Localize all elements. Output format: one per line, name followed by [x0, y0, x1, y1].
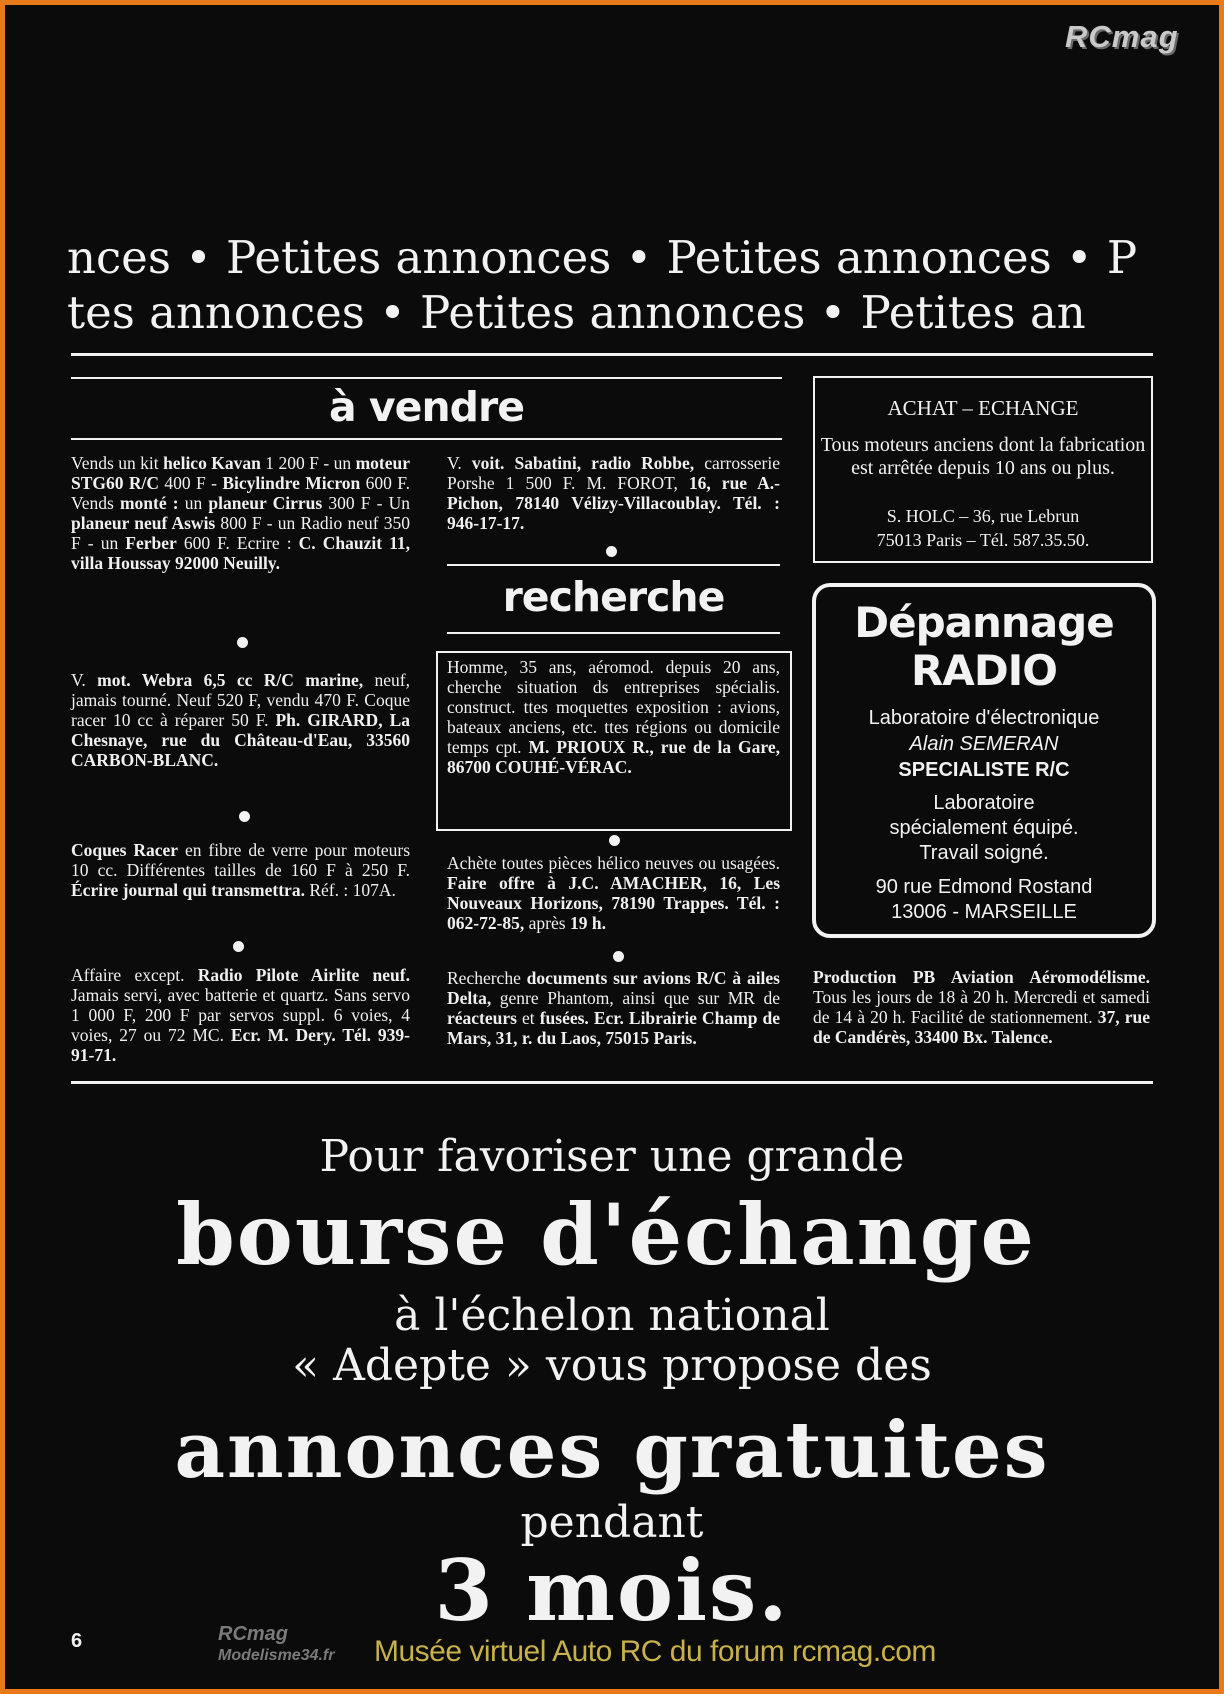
depannage-title-line-1: Dépannage [854, 598, 1114, 647]
depannage-line-8: 13006 - MARSEILLE [891, 901, 1077, 923]
ad-helico-kavan: Vends un kit helico Kavan 1 200 F - un moteur STG60 R/C 400 F - Bicylindre Micron 600 F. Vends monté : un planeur Cirrus 300 F - Un planeur neuf Aswis 800 F - un Radio neuf 350 F - un Ferber 600 F. Ecrire : C. Chauzit 11, villa Houssay 92000 Neuilly. [71, 453, 411, 573]
depannage-line-2: Alain SEMERAN [909, 733, 1059, 755]
achat-address-2: 75013 Paris – Tél. 587.35.50. [876, 530, 1090, 550]
recherche-rule-bottom [447, 632, 780, 634]
depannage-line-3: SPECIALISTE R/C [898, 759, 1070, 781]
top-rule [71, 353, 1153, 356]
achat-echange-box [813, 376, 1153, 563]
promo-line-1: Pour favoriser une grande [319, 1131, 905, 1182]
promo-line-5: annonces gratuites [174, 1405, 1050, 1496]
ad-radio-pilote: Affaire except. Radio Pilote Airlite neuf. Jamais servi, avec batterie et quartz. Sans servo 1 000 F, 200 F par servos suppl. 6 voies, 4 voies, 27 ou 72 MC. Ecr. M. Dery. Tél. 939-91-71. [71, 965, 410, 1065]
vendre-rule-top [71, 377, 782, 379]
bottom-watermark-logo-line-2: Modelisme34.fr [218, 1647, 335, 1664]
bullet [237, 637, 248, 648]
promo-line-3: à l'échelon national [394, 1290, 830, 1341]
promo-line-2: bourse d'échange [176, 1185, 1036, 1284]
bottom-watermark-text: Musée virtuel Auto RC du forum rcmag.com [374, 1635, 936, 1668]
magazine-page [5, 5, 1219, 1689]
ad-prioux: Homme, 35 ans, aéromod. depuis 20 ans, cherche situation ds entreprises spécialis. construct. ttes moquettes exposition : avions, bateaux anciens, etc. ttes régions ou domicile temps cpt. M. PRIOUX R., rue de la Gare, 86700 COUHÉ-VÉRAC. [447, 657, 780, 777]
achat-title: ACHAT – ECHANGE [887, 396, 1079, 420]
rcmag-watermark-logo: RCmag [1065, 19, 1179, 54]
recherche-rule-top [447, 564, 780, 566]
ad-pb-aviation: Production PB Aviation Aéromodélisme. Tous les jours de 18 à 20 h. Mercredi et samedi de 14 à 20 h. Facilité de stationnement. 37, rue de Candérès, 33400 Bx. Talence. [813, 967, 1150, 1047]
ad-webra: V. mot. Webra 6,5 cc R/C marine, neuf, jamais tourné. Neuf 520 F, vendu 470 F. Coque racer 10 cc à réparer 50 F. Ph. GIRARD, La Chesnaye, rue du Château-d'Eau, 33560 CARBON-BLANC. [71, 670, 410, 770]
bullet [609, 835, 620, 846]
bottom-watermark-logo [218, 1623, 334, 1667]
section-title-vendre: à vendre [328, 383, 525, 431]
bullet [613, 951, 624, 962]
promo-line-6: pendant [520, 1497, 704, 1548]
promo-line-7: 3 mois. [434, 1541, 790, 1640]
bottom-rule [71, 1081, 1153, 1084]
ad-sabatini: V. voit. Sabatini, radio Robbe, carrosserie Porshe 1 500 F. M. FOROT, 16, rue A.-Pichon, 78140 Vélizy-Villacoublay. Tél. : 946-17-17. [447, 453, 780, 533]
ad-documents-delta: Recherche documents sur avions R/C à ailes Delta, genre Phantom, ainsi que sur MR de réacteurs et fusées. Ecr. Librairie Champ de Mars, 31, r. du Laos, 75015 Paris. [447, 968, 780, 1048]
ad-amacher: Achète toutes pièces hélico neuves ou usagées. Faire offre à J.C. AMACHER, 16, Les Nouveaux Horizons, 78190 Trappes. Tél. : 062-72-85, après 19 h. [447, 853, 780, 933]
bullet [233, 941, 244, 952]
page-number: 6 [71, 1630, 83, 1652]
bullet [606, 546, 617, 557]
depannage-radio-box [812, 583, 1156, 938]
banner-line-1: nces • Petites annonces • Petites annonces • P [67, 235, 1138, 280]
depannage-title-line-2: RADIO [910, 646, 1058, 695]
bottom-watermark-logo-line-1: RCmag [218, 1623, 289, 1645]
banner-line-2: tes annonces • Petites annonces • Petites an [67, 290, 1086, 335]
promo-line-4: « Adepte » vous propose des [292, 1340, 932, 1391]
vendre-rule-bottom [71, 438, 782, 440]
section-title-recherche: recherche [502, 573, 725, 621]
achat-address-1: S. HOLC – 36, rue Lebrun [886, 506, 1080, 526]
depannage-line-4: Laboratoire [933, 792, 1035, 814]
bullet [239, 811, 250, 822]
depannage-line-1: Laboratoire d'électronique [868, 707, 1100, 729]
depannage-line-7: 90 rue Edmond Rostand [875, 876, 1093, 898]
depannage-line-6: Travail soigné. [919, 842, 1049, 864]
achat-text: Tous moteurs anciens dont la fabrication est arrêtée depuis 10 ans ou plus. [820, 434, 1146, 479]
depannage-line-5: spécialement équipé. [889, 817, 1079, 839]
ad-coques-racer: Coques Racer en fibre de verre pour moteurs 10 cc. Différentes tailles de 160 F à 250 F. Écrire journal qui transmettra. Réf. : 107A. [71, 840, 411, 900]
depannage-title [816, 599, 1152, 695]
